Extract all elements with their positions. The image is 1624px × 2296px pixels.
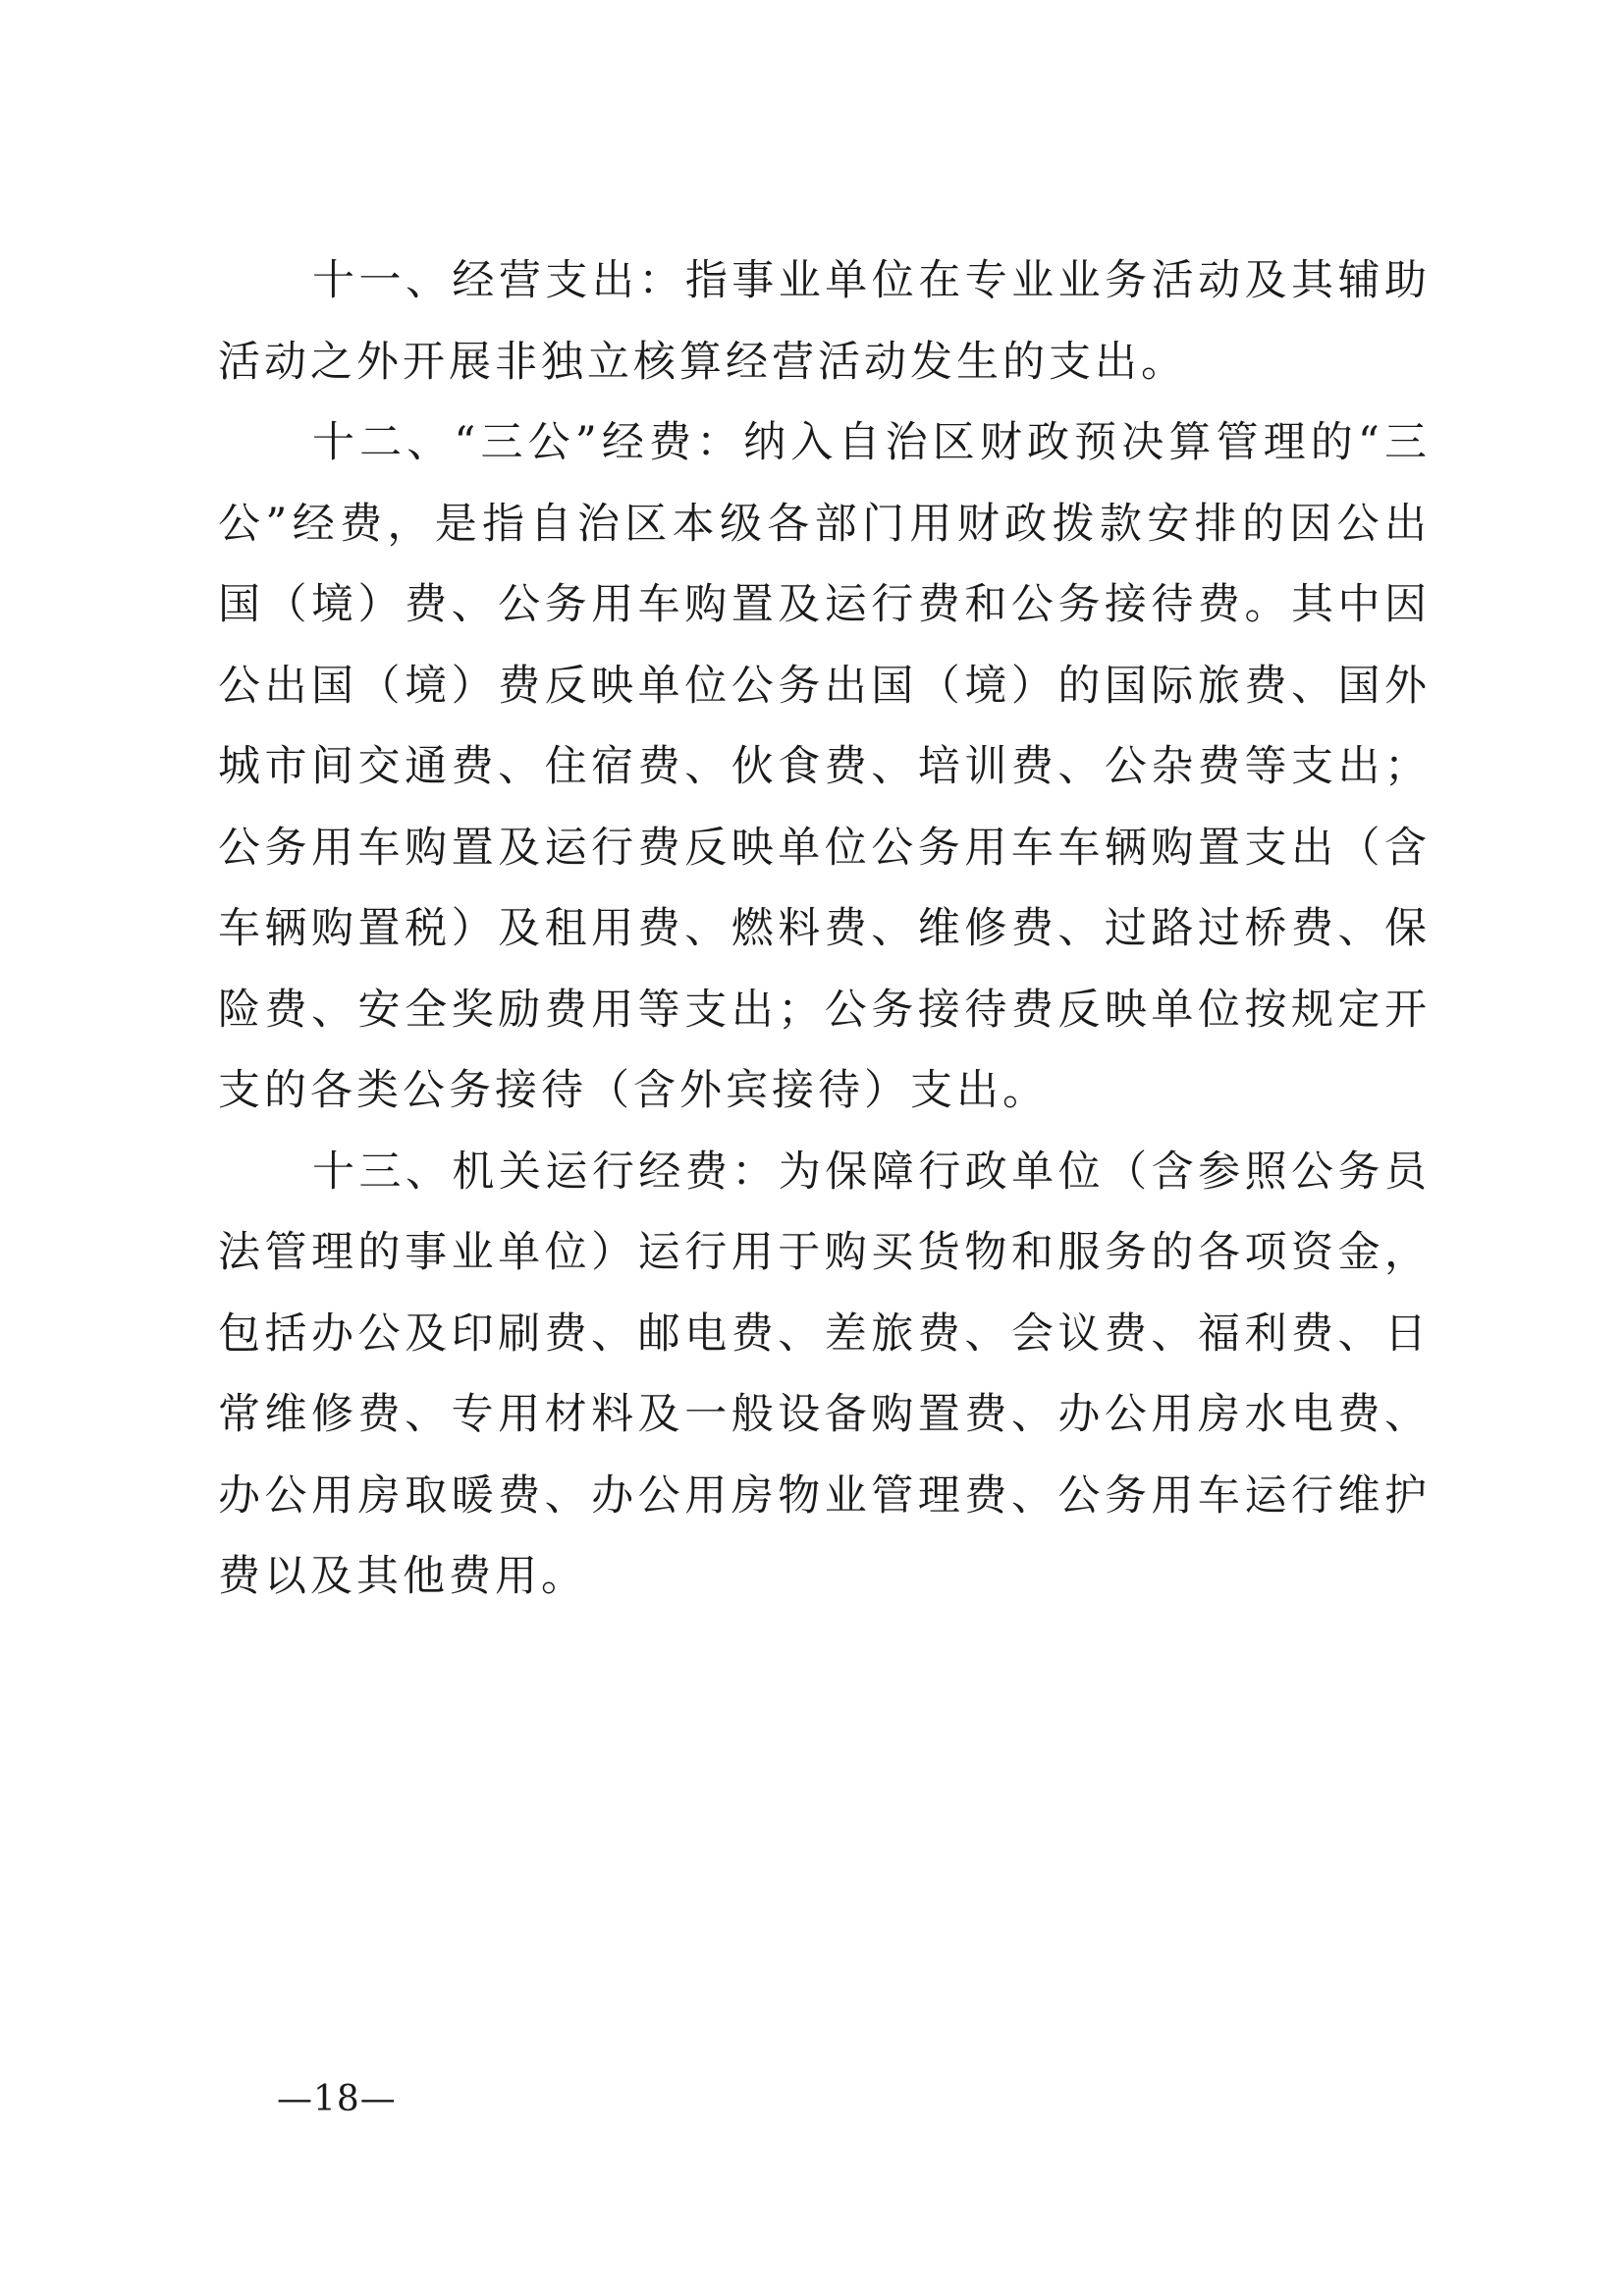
document-body [218, 240, 1431, 1618]
paragraph-three-public-expenses: 十二、“三公”经费：纳入自治区财政预决算管理的“三公”经费，是指自治区本级各部门用财政拨款安排的因公出国（境）费、公务用车购置及运行费和公务接待费。其中因公出国（境）费反映单位公务出国（境）的国际旅费、国外城市间交通费、住宿费、伙食费、培训费、公杂费等支出；公务用车购置及运行费反映单位公务用车车辆购置支出（含车辆购置税）及租用费、燃料费、维修费、过路过桥费、保险费、安全奖励费用等支出；公务接待费反映单位按规定开支的各类公务接待（含外宾接待）支出。 [218, 418, 1431, 1115]
page-number: —18— [277, 2079, 397, 2119]
paragraph-agency-operating-expenses: 十三、机关运行经费：为保障行政单位（含参照公务员法管理的事业单位）运行用于购买货物和服务的各项资金，包括办公及印刷费、邮电费、差旅费、会议费、福利费、日常维修费、专用材料及一般设备购置费、办公用房水电费、办公用房取暖费、办公用房物业管理费、公务用车运行维护费以及其他费用。 [218, 1147, 1431, 1601]
paragraph-operating-expenditure: 十一、经营支出：指事业单位在专业业务活动及其辅助活动之外开展非独立核算经营活动发生的支出。 [218, 256, 1431, 387]
